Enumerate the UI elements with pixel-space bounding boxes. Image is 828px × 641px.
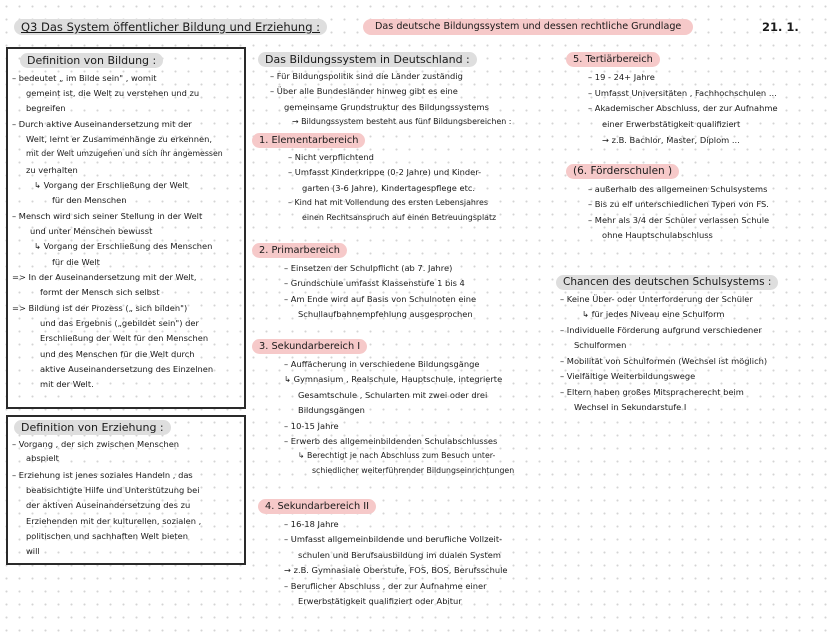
text-line: begreifen bbox=[26, 103, 66, 113]
text-line: Wechsel in Sekundarstufe I bbox=[574, 402, 687, 412]
text-line: ↳ für jedes Niveau eine Schulform bbox=[582, 309, 725, 319]
primarbereich-title: 2. Primarbereich bbox=[252, 243, 347, 258]
text-line: – Erziehung ist jenes soziales Handeln , das bbox=[12, 470, 193, 480]
tertiaerbereich-title: 5. Tertiärbereich bbox=[566, 52, 660, 67]
text-line: – Für Bildungspolitik sind die Länder zuständig bbox=[270, 71, 463, 81]
text-line: will bbox=[26, 546, 40, 556]
text-line: Erziehenden mit der kulturellen, sozialen , bbox=[26, 516, 202, 526]
text-line: – Individuelle Förderung aufgrund verschiedener bbox=[560, 325, 762, 335]
text-line: – Vielfältige Weiterbildungswege bbox=[560, 371, 696, 381]
text-line: und des Menschen für die Welt durch bbox=[40, 349, 195, 359]
text-line: – Eltern haben großes Mitspracherecht beim bbox=[560, 387, 744, 397]
text-line: Welt, lernt er Zusammenhänge zu erkennen, bbox=[26, 134, 213, 144]
text-line: für den Menschen bbox=[52, 195, 127, 205]
page-title: Q3 Das System öffentlicher Bildung und Erziehung : bbox=[14, 19, 327, 35]
text-line: – Kind hat mit Vollendung des ersten Lebensjahres bbox=[288, 198, 488, 207]
text-line: Schullaufbahnempfehlung ausgesprochen bbox=[298, 309, 473, 319]
text-line: ↳ Berechtigt je nach Abschluss zum Besuch unter- bbox=[298, 451, 496, 460]
text-line: beabsichtigte Hilfe und Unterstützung bei bbox=[26, 485, 200, 495]
text-line: gemeinsame Grundstruktur des Bildungssystems bbox=[284, 102, 489, 112]
text-line: – Vorgang , der sich zwischen Menschen bbox=[12, 439, 180, 449]
definition-erziehung-title: Definition von Erziehung : bbox=[14, 420, 171, 435]
text-line: ↳ Gymnasium , Realschule, Hauptschule, integrierte bbox=[284, 374, 503, 384]
text-line: – 19 - 24+ Jahre bbox=[588, 72, 655, 82]
text-line: gemeint ist, die Welt zu verstehen und zu bbox=[26, 88, 200, 98]
text-line: Schulformen bbox=[574, 340, 627, 350]
text-line: – 16-18 Jahre bbox=[284, 519, 339, 529]
text-line: – Am Ende wird auf Basis von Schulnoten eine bbox=[284, 294, 477, 304]
text-line: – Mobilität von Schulformen (Wechsel ist möglich) bbox=[560, 356, 768, 366]
text-line: zu verhalten bbox=[26, 165, 78, 175]
text-line: und unter Menschen bewusst bbox=[30, 226, 153, 236]
text-line: – Akademischer Abschluss, der zur Aufnahme bbox=[588, 103, 778, 113]
text-line: – Durch aktive Auseinandersetzung mit der bbox=[12, 119, 192, 129]
sekundarbereich2-title: 4. Sekundarbereich II bbox=[258, 499, 376, 514]
date-label: 21. 1. bbox=[762, 20, 799, 34]
chancen-title: Chancen des deutschen Schulsystems : bbox=[556, 275, 778, 290]
text-line: mit der Welt. bbox=[40, 379, 94, 389]
text-line: – Grundschule umfasst Klassenstufe 1 bis 4 bbox=[284, 278, 465, 288]
text-line: Gesamtschule , Schularten mit zwei oder drei bbox=[298, 390, 488, 400]
text-line: – Mensch wird sich seiner Stellung in der Welt bbox=[12, 211, 203, 221]
text-line: – Auffächerung in verschiedene Bildungsgänge bbox=[284, 359, 480, 369]
text-line: der aktiven Auseinandersetzung des zu bbox=[26, 500, 191, 510]
text-line: formt der Mensch sich selbst bbox=[40, 287, 160, 297]
foerderschulen-title: (6. Förderschulen ) bbox=[566, 164, 679, 179]
text-line: und das Ergebnis („gebildet sein") der bbox=[40, 318, 199, 328]
text-line: schulen und Berufsausbildung im dualen System bbox=[298, 550, 501, 560]
text-line: Erschließung der Welt für den Menschen bbox=[40, 333, 209, 343]
text-line: => In der Auseinandersetzung mit der Welt, bbox=[12, 272, 197, 282]
text-line: => Bildung ist der Prozess („ sich bilden") bbox=[12, 303, 188, 313]
text-line: – Mehr als 3/4 der Schüler verlassen Schule bbox=[588, 215, 770, 225]
text-line: für die Welt bbox=[52, 257, 100, 267]
text-line: – bedeutet „ im Bilde sein" , womit bbox=[12, 73, 157, 83]
text-line: aktive Auseinandersetzung des Einzelnen bbox=[40, 364, 214, 374]
sekundarbereich1-title: 3. Sekundarbereich I bbox=[252, 339, 367, 354]
text-line: Erwerbstätigkeit qualifiziert oder Abitur bbox=[298, 596, 462, 606]
text-line: ↳ Vorgang der Erschließung des Menschen bbox=[34, 241, 213, 251]
text-line: garten (3-6 Jahre), Kindertagespflege etc. bbox=[302, 183, 476, 193]
text-line: – Über alle Bundesländer hinweg gibt es eine bbox=[270, 86, 458, 96]
text-line: einen Rechtsanspruch auf einen Betreuungsplatz bbox=[302, 213, 497, 222]
text-line: → z.B. Gymnasiale Oberstufe, FOS, BOS, Berufsschule bbox=[284, 565, 508, 575]
text-line: – Keine Über- oder Unterforderung der Schüler bbox=[560, 294, 753, 304]
text-line: Bildungsgängen bbox=[298, 405, 365, 415]
text-line: → Bildungssystem besteht aus fünf Bildungsbereichen : bbox=[292, 117, 512, 126]
text-line: mit der Welt umzugehen und sich ihr angemessen bbox=[26, 149, 223, 158]
text-line: – außerhalb des allgemeinen Schulsystems bbox=[588, 184, 768, 194]
text-line: – Nicht verpflichtend bbox=[288, 152, 374, 162]
text-line: – Erwerb des allgemeinbildenden Schulabschlusses bbox=[284, 436, 498, 446]
text-line: schiedlicher weiterführender Bildungseinrichtungen bbox=[312, 466, 515, 475]
text-line: ↳ Vorgang der Erschließung der Welt bbox=[34, 180, 188, 190]
definition-bildung-title: Definition von Bildung : bbox=[20, 53, 163, 68]
text-line: – Bis zu elf unterschiedlichen Typen von FS. bbox=[588, 199, 769, 209]
text-line: ohne Hauptschulabschluss bbox=[602, 230, 713, 240]
text-line: – 10-15 Jahre bbox=[284, 421, 339, 431]
text-line: – Umfasst Kinderkrippe (0-2 Jahre) und Kinder- bbox=[288, 167, 482, 177]
bildungssystem-title: Das Bildungssystem in Deutschland : bbox=[258, 52, 477, 67]
text-line: – Beruflicher Abschluss , der zur Aufnahme einer bbox=[284, 581, 487, 591]
text-line: – Einsetzen der Schulpflicht (ab 7. Jahre) bbox=[284, 263, 453, 273]
text-line: – Umfasst Universitäten , Fachhochschulen ... bbox=[588, 88, 777, 98]
text-line: politischen und sachhaften Welt bieten bbox=[26, 531, 188, 541]
text-line: → z.B. Bachlor, Master, Diplom ... bbox=[602, 135, 740, 145]
text-line: abspielt bbox=[26, 453, 59, 463]
topic-banner: Das deutsche Bildungssystem und dessen rechtliche Grundlage bbox=[363, 19, 693, 35]
elementarbereich-title: 1. Elementarbereich bbox=[252, 133, 365, 148]
text-line: – Umfasst allgemeinbildende und berufliche Vollzeit- bbox=[284, 534, 503, 544]
text-line: einer Erwerbstätigkeit qualifiziert bbox=[602, 119, 741, 129]
